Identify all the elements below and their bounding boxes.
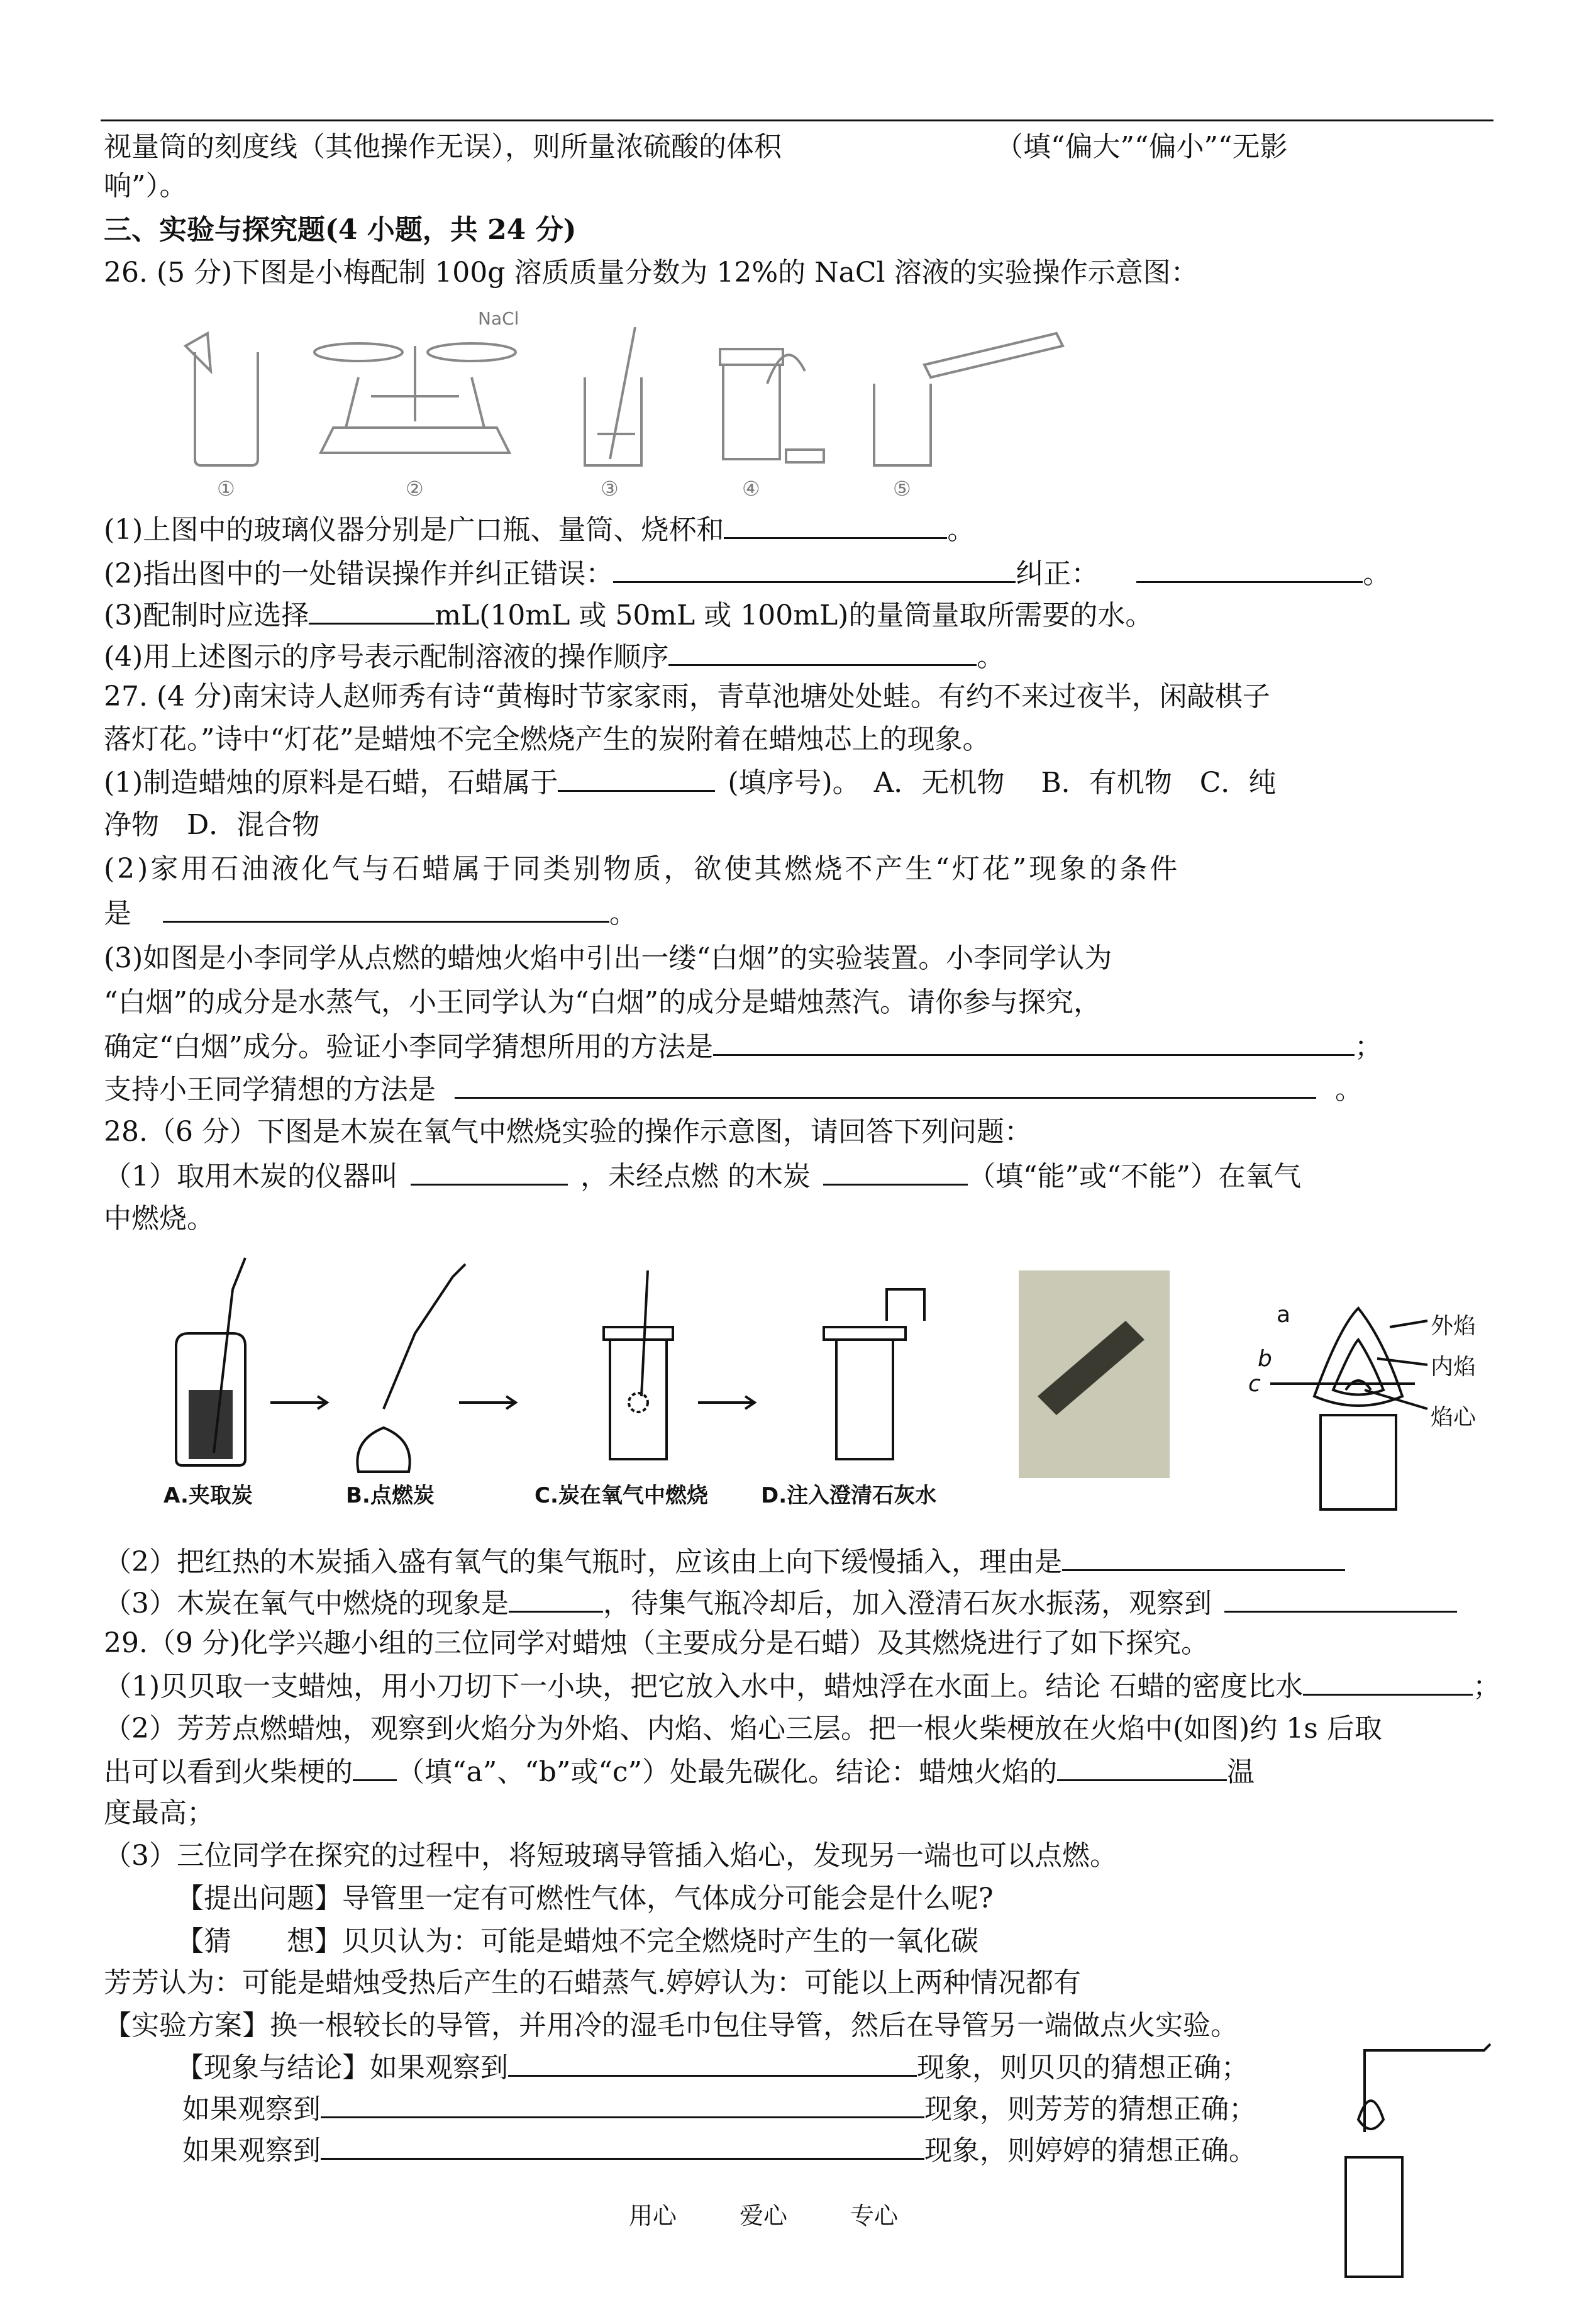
q29-p1-text: （1)贝贝取一支蜡烛，用小刀切下一小块，把它放入水中，蜡烛浮在水面上。结论 石蜡的密度比水 (104, 1670, 1304, 1703)
q26-figure (182, 308, 1075, 509)
flame-label-inner: 内焰 (1431, 1354, 1477, 1380)
q29-p2-text-e: 度最高； (104, 1797, 214, 1829)
q28-p1-text-c: （填“能”或“不能”）在氧气 (968, 1160, 1301, 1192)
q29-p2-blank-flame[interactable] (1057, 1754, 1227, 1781)
flame-leaders (1365, 1321, 1427, 1409)
q29-guess (176, 1924, 978, 1959)
q27-stem-2 (104, 722, 990, 757)
q27-p1-options-2: 净物 D．混合物 (104, 809, 320, 841)
q28-apparatus-svg (145, 1252, 1509, 1516)
pour-beaker (887, 1289, 924, 1321)
q27-p3-d-end: 。 (1335, 1074, 1363, 1106)
q28-p1-text: （1）取用木炭的仪器叫 (104, 1160, 398, 1192)
balance-pan-right (428, 343, 516, 361)
q26-part3 (104, 597, 1153, 633)
arrow-1 (270, 1396, 327, 1409)
bottle-d-cap (824, 1327, 906, 1340)
q27-p2-text: (2)家用石油液化气与石蜡属于同类别物质，欲使其燃烧不产生“灯花”现象的条件 (104, 853, 1180, 885)
q26-stem-text: 26. (5 分)下图是小梅配制 100g 溶质质量分数为 12%的 NaCl 溶液的实验操作示意图： (104, 257, 1199, 289)
q28-part1-cont (104, 1201, 214, 1237)
candle-body (1346, 2157, 1402, 2277)
q28-p1-text-b: ，未经点燃 的木炭 (580, 1160, 811, 1192)
q29-conclusion-2 (182, 2091, 1256, 2127)
charcoal-in-jar (189, 1390, 233, 1459)
q26-p1-text: (1)上图中的玻璃仪器分别是广口瓶、量筒、烧杯和 (104, 514, 724, 546)
q28-part2 (104, 1544, 1345, 1580)
q29-part1 (104, 1669, 1500, 1704)
q27-p2-end: 。 (609, 898, 637, 930)
q29-p2-text-b: 出可以看到火柴梗的 (104, 1756, 353, 1788)
q26-part2 (104, 556, 1390, 592)
spoon (767, 355, 805, 384)
nacl-label: NaCl (478, 308, 519, 329)
q29-p2-text-c: （填“a”、“b”或“c”）处最先碳化。结论：蜡烛火焰的 (397, 1756, 1058, 1788)
q26-p3-text: (3)配制时应选择 (104, 599, 309, 631)
q27-part1-cont (104, 808, 319, 843)
q29-c1-text-b: 现象，则贝贝的猜想正确； (917, 2052, 1249, 2084)
candle-tube-svg (1333, 2038, 1497, 2289)
carry-line-1 (104, 130, 1287, 165)
jar-neck (720, 349, 783, 365)
q28-p3-blank-phenom[interactable] (509, 1586, 603, 1613)
q28-p3-text: （3）木炭在氧气中燃烧的现象是 (104, 1587, 509, 1620)
q26-p2-correct-label: 纠正： (1016, 558, 1099, 590)
section-3-title (104, 213, 576, 248)
q29-guess-text-2: 芳芳认为：可能是蜡烛受热后产生的石蜡蒸气.婷婷认为：可能以上两种情况都有 (104, 1967, 1081, 1999)
q27-part3-c (104, 1029, 1382, 1065)
candle-flame (1358, 2101, 1383, 2129)
q27-p3-text-b: “白烟”的成分是水蒸气，小王同学认为“白烟”的成分是蜡烛蒸汽。请你参与探究， (104, 986, 1101, 1018)
tongs-c (641, 1270, 648, 1396)
q29-c2-blank[interactable] (321, 2091, 924, 2118)
flame-core (1346, 1381, 1371, 1390)
q29-part2-a (104, 1711, 1382, 1747)
q26-part4 (104, 639, 1004, 675)
q27-p2-blank[interactable] (163, 896, 609, 923)
q29-p2-text-d: 温 (1227, 1756, 1255, 1788)
q26-p2-blank-correct[interactable] (1136, 556, 1363, 583)
q27-part1 (104, 765, 1276, 801)
bottle-d (836, 1340, 893, 1459)
footer (629, 2198, 898, 2233)
beaker-5 (874, 384, 931, 465)
q28-p3-blank-observe[interactable] (1224, 1586, 1457, 1613)
carry-line-2 (104, 169, 187, 204)
q29-c3-text-b: 现象，则婷婷的猜想正确。 (924, 2135, 1256, 2167)
caption-d: D.注入澄清石灰水 (761, 1483, 937, 1508)
q28-p1-text-d: 中燃烧。 (104, 1203, 214, 1235)
q26-stem (104, 255, 1199, 291)
caption-a: A.夹取炭 (163, 1483, 253, 1508)
q28-stem-text: 28.（6 分）下图是木炭在氧气中燃烧实验的操作示意图，请回答下列问题： (104, 1116, 1032, 1148)
burning-charcoal (629, 1393, 648, 1412)
q28-part1 (104, 1159, 1301, 1194)
q28-p1-blank-tool[interactable] (411, 1159, 568, 1186)
q29-part2-b (104, 1754, 1255, 1790)
q29-conclusion-3 (182, 2133, 1256, 2169)
flame-label-core: 焰心 (1431, 1404, 1477, 1430)
q29-p3-text: （3）三位同学在探究的过程中，将短玻璃导管插入焰心，发现另一端也可以点燃。 (104, 1840, 1117, 1872)
q28-figure (145, 1252, 1509, 1516)
q28-part3 (104, 1586, 1457, 1621)
beaker-1 (195, 352, 258, 465)
candle (1321, 1415, 1396, 1509)
q27-p3-text-a: (3)如图是小李同学从点燃的蜡烛火焰中引出一缕“白烟”的实验装置。小李同学认为 (104, 942, 1112, 974)
flame-label-outer: 外焰 (1431, 1313, 1477, 1339)
q29-plan-text: 【实验方案】换一根较长的导管，并用冷的湿毛巾包住导管，然后在导管另一端做点火实验。 (104, 2009, 1238, 2042)
q27-p3-blank-li[interactable] (713, 1029, 1355, 1056)
tongs-b (384, 1264, 465, 1409)
q29-c1-text: 【现象与结论】如果观察到 (176, 2052, 508, 2084)
q27-p3-blank-wang[interactable] (455, 1072, 1316, 1099)
q29-part3 (104, 1838, 1117, 1874)
q26-p2-blank-error[interactable] (613, 556, 1016, 583)
q27-part3-b (104, 985, 1101, 1020)
q29-c3-blank[interactable] (321, 2133, 924, 2160)
q29-stem (104, 1626, 1209, 1661)
q27-part3-a (104, 941, 1112, 976)
q29-guess-text: 【猜 想】贝贝认为：可能是蜡烛不完全燃烧时产生的一氧化碳 (176, 1925, 978, 1957)
q26-apparatus-svg (182, 308, 1075, 509)
carry-text-1a: 视量筒的刻度线（其他操作无误），则所量浓硫酸的体积 (104, 131, 782, 163)
q26-p3-text-b: mL(10mL 或 50mL 或 100mL)的量筒量取所需要的水。 (435, 599, 1153, 631)
flame-label-c: c (1248, 1371, 1261, 1397)
q26-part1 (104, 512, 975, 548)
q29-plan (104, 2008, 1238, 2043)
q29-part2-c (104, 1796, 214, 1831)
q27-p1-options: (填序号)。 A．无机物 B．有机物 C．纯 (728, 767, 1277, 799)
flame-label-a: a (1277, 1302, 1291, 1328)
q27-part3-d (104, 1072, 1363, 1108)
fig-num-1: ① (217, 477, 235, 501)
q26-p3-blank[interactable] (309, 597, 435, 625)
q29-question (176, 1881, 994, 1916)
q29-guess-2 (104, 1965, 1081, 2001)
balance-base (321, 428, 509, 453)
fig-num-3: ③ (601, 477, 619, 501)
outer-flame (1314, 1308, 1402, 1406)
header-rule (101, 119, 1493, 121)
beaker-3 (585, 377, 641, 465)
q29-figure (1333, 2038, 1497, 2289)
carry-text-2: 响”）。 (104, 170, 187, 202)
q29-question-text: 【提出问题】导管里一定有可燃性气体，气体成分可能会是什么呢? (176, 1882, 994, 1915)
q29-c2-text-b: 现象，则芳芳的猜想正确； (924, 2093, 1256, 2125)
measuring-cylinder (924, 333, 1063, 377)
footer-c: 专心 (850, 2202, 899, 2230)
q29-p1-blank[interactable] (1303, 1669, 1473, 1696)
alcohol-lamp (357, 1428, 409, 1472)
q26-p4-end: 。 (977, 641, 1005, 673)
q29-c2-text: 如果观察到 (182, 2093, 321, 2125)
q29-conclusion-1 (176, 2050, 1249, 2086)
section-title-text: 三、实验与探究题(4 小题，共 24 分) (104, 214, 577, 246)
q28-p2-text: （2）把红热的木炭插入盛有氧气的集气瓶时，应该由上向下缓慢插入，理由是 (104, 1546, 1062, 1578)
q28-p3-text-b: ，待集气瓶冷却后，加入澄清石灰水振荡，观察到 (603, 1587, 1212, 1620)
arrow-2 (459, 1396, 516, 1409)
q27-p3-c-end: ； (1355, 1031, 1382, 1063)
wide-jar (723, 365, 780, 459)
flame-label-b: b (1258, 1346, 1272, 1372)
bottle-c (610, 1340, 667, 1459)
q26-p4-text: (4)用上述图示的序号表示配制溶液的操作顺序 (104, 641, 669, 673)
inner-flame (1333, 1340, 1383, 1395)
fig-num-5: ⑤ (893, 477, 911, 501)
caption-c: C.炭在氧气中燃烧 (535, 1483, 708, 1508)
funnel-paper-1 (186, 333, 211, 371)
carry-text-1b: （填“偏大”“偏小”“无影 (995, 131, 1288, 163)
fig-num-4: ④ (742, 477, 760, 501)
q28-p2-blank[interactable] (1062, 1544, 1345, 1571)
q27-p1-text: (1)制造蜡烛的原料是石蜡，石蜡属于 (104, 767, 558, 799)
q27-p2-is: 是 (104, 898, 131, 930)
jar-stopper (786, 450, 824, 462)
q27-stem-text-1: 27. (4 分)南宋诗人赵师秀有诗“黄梅时节家家雨，青草池塘处处蛙。有约不来过夜半，闲敲棋子 (104, 681, 1270, 713)
q29-c1-blank[interactable] (508, 2050, 917, 2077)
footer-a: 用心 (629, 2202, 677, 2230)
q27-p3-text-c: 确定“白烟”成分。验证小李同学猜想所用的方法是 (104, 1031, 713, 1063)
q28-p1-blank-can[interactable] (823, 1159, 968, 1186)
fig-num-2: ② (406, 477, 424, 501)
q27-part2-cont (104, 896, 637, 931)
q26-p4-blank[interactable] (668, 639, 977, 666)
footer-b: 爱心 (740, 2202, 788, 2230)
q29-p2-text-a: （2）芳芳点燃蜡烛，观察到火焰分为外焰、内焰、焰心三层。把一根火柴梗放在火焰中(如图)约 1s 后取 (104, 1713, 1382, 1745)
q27-p1-blank[interactable] (558, 765, 715, 792)
q29-p1-end: ； (1473, 1670, 1501, 1703)
q27-stem-text-2: 落灯花。”诗中“灯花”是蜡烛不完全燃烧产生的炭附着在蜡烛芯上的现象。 (104, 723, 990, 755)
q29-stem-text: 29.（9 分)化学兴趣小组的三位同学对蜡烛（主要成分是石蜡）及其燃烧进行了如下探究。 (104, 1627, 1209, 1659)
caption-b: B.点燃炭 (346, 1483, 435, 1508)
q27-p3-text-d: 支持小王同学猜想的方法是 (104, 1074, 436, 1106)
bottle-c-cap (604, 1327, 673, 1340)
q26-p1-end: 。 (947, 514, 975, 546)
glass-rod (610, 327, 635, 459)
q26-p1-blank[interactable] (724, 512, 947, 539)
balance-beam (371, 346, 459, 421)
balance-pan-left (314, 343, 402, 361)
arrow-3 (698, 1396, 755, 1409)
q28-stem (104, 1114, 1032, 1150)
q29-p2-blank-pos[interactable] (353, 1754, 397, 1781)
q26-p2-end: 。 (1363, 558, 1391, 590)
q27-part2 (104, 852, 1180, 887)
q29-c3-text: 如果观察到 (182, 2135, 321, 2167)
q26-p2-text: (2)指出图中的一处错误操作并纠正错误： (104, 558, 614, 590)
q27-stem-1 (104, 679, 1270, 714)
